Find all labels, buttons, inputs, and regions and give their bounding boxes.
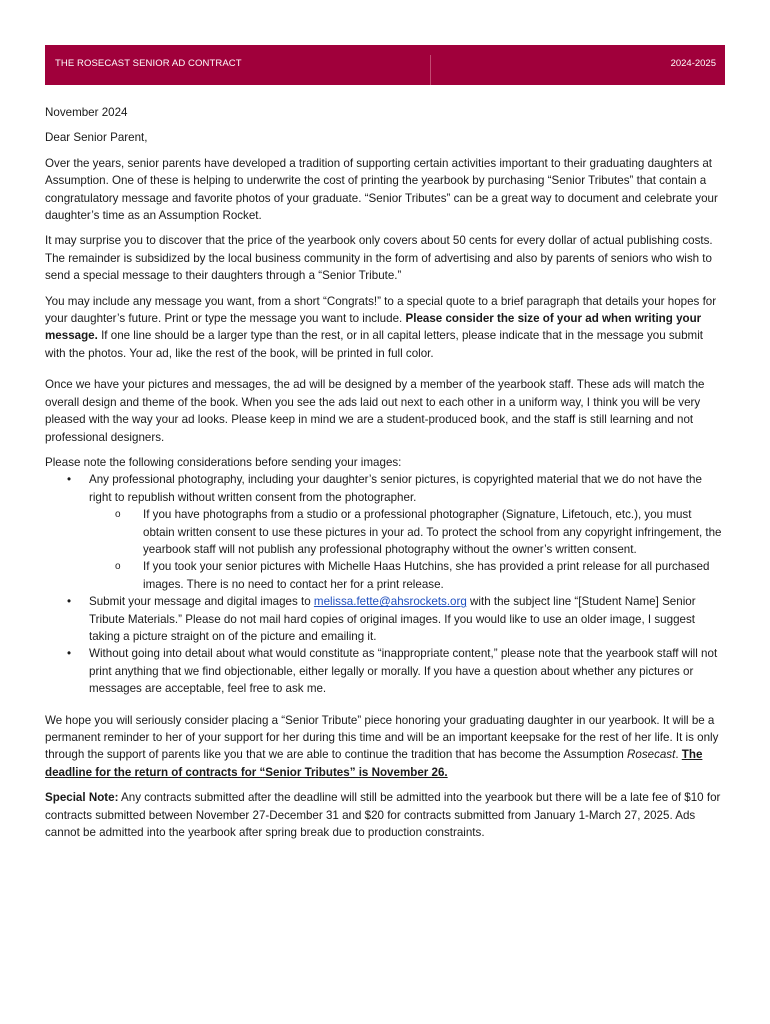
special-note-label: Special Note: (45, 791, 119, 805)
letter-body (45, 104, 725, 849)
paragraph-costs: It may surprise you to discover that the price of the yearbook only covers about 50 cents for every dollar of actual publishing costs. The remainder is subsidized by the local business community in the form of advertising and also by parents of seniors who wish to send a special message to their daughters through a “Senior Tribute.” (45, 234, 713, 283)
list-item (89, 593, 725, 645)
deadline-notice: The deadline for the return of contracts for “Senior Tributes” is November 26. (45, 748, 703, 779)
special-note-text: Any contracts submitted after the deadline will still be admitted into the yearbook but there will be a late fee of $10 for contracts submitted between November 27-December 31 and $20 for contracts submitted from January 1-March 27, 2025. Ads cannot be admitted into the yearbook after spring break due to production constraints. (45, 791, 721, 840)
paragraph-tradition: Over the years, senior parents have developed a tradition of supporting certain activities important to their graduating daughters at Assumption. One of these is helping to underwrite the cost of printing the yearbook by purchasing “Senior Tributes” that contain a congratulatory message and favorite photos of your graduate. “Senior Tributes” can be a great way to document and celebrate your daughter’s time as an Assumption Rocket. (45, 156, 718, 223)
header-year: 2024-2025 (670, 58, 716, 69)
paragraph-message (45, 293, 725, 363)
list-item (89, 471, 725, 593)
header-title: THE ROSECAST SENIOR AD CONTRACT (55, 58, 242, 69)
paragraph-closing (45, 712, 725, 782)
paragraph-design: Once we have your pictures and messages, the ad will be designed by a member of the yearbook staff. These ads will match the overall design and theme of the book. When you see the ads laid out next to each other in a uniform way, I think you will be very pleased with the way your ad looks. Please keep in mind we are a student-produced book, and the staff is still learning and not professional designers. (45, 378, 705, 444)
message-size-emphasis: Please consider the size of your ad when writing your message. (45, 312, 702, 343)
list-item: • Without going into detail about what would constitute as “inappropriate content,” please note that the yearbook staff will not print anything that we find objectionable, either legally or morally. If you have a question about whether any pictures or messages are acceptable, feel free to ask me. (89, 645, 725, 697)
considerations-list (45, 471, 725, 697)
letter-date: November 2024 (45, 106, 128, 119)
list-item: o If you have photographs from a studio or a professional photographer (Signature, Lifetouch, etc.), you must obtain written consent to use these pictures in your ad. To protect the school from any copyright infringement, the yearbook staff will not publish any professional photography without the owner’s written consent. (143, 506, 725, 558)
message-text-a: You may include any message you want, from a short “Congrats!” to a special quote to a brief paragraph that details your hopes for your daughter’s future. Print or type the message you want to include. (45, 294, 717, 326)
header-divider (430, 55, 431, 85)
closing-text-a: We hope you will seriously consider placing a “Senior Tribute” piece honoring your graduating daughter in our yearbook. It will be a permanent reminder to her of your support for her during this time and will be an important keepsake for the rest of her life. It is only through the support of parents like you that we are able to continue the tradition that has become the Assumption (45, 713, 719, 762)
contract-header-banner (45, 45, 725, 85)
rosecast-name: Rosecast (627, 748, 676, 762)
paragraph-special-note (45, 789, 725, 841)
letter-salutation: Dear Senior Parent, (45, 131, 148, 145)
bullet-copyright: Any professional photography, including your daughter’s senior pictures, is copyrighted material that we do not have the right to republish without written consent from the photographer. (89, 473, 702, 504)
closing-text-b: . (675, 748, 682, 762)
copyright-sublist (89, 506, 725, 593)
considerations-intro: Please note the following considerations before sending your images: (45, 455, 402, 469)
list-item: o If you took your senior pictures with Michelle Haas Hutchins, she has provided a print release for all purchased images. There is no need to contact her for a print release. (143, 558, 725, 593)
submit-text-b: with the subject line “[Student Name] Senior Tribute Materials.” Please do not mail hard copies of original images. If you would like to use an older image, I suggest taking a picture straight on of the picture and emailing it. (89, 595, 696, 643)
message-text-b: If one line should be a larger type than the rest, or in all capital letters, please indicate that in the message you submit with the photos. Your ad, like the rest of the book, will be printed in full color. (45, 329, 704, 360)
email-link[interactable]: melissa.fette@ahsrockets.org (313, 595, 467, 609)
submit-text-a: Submit your message and digital images to (89, 595, 314, 609)
